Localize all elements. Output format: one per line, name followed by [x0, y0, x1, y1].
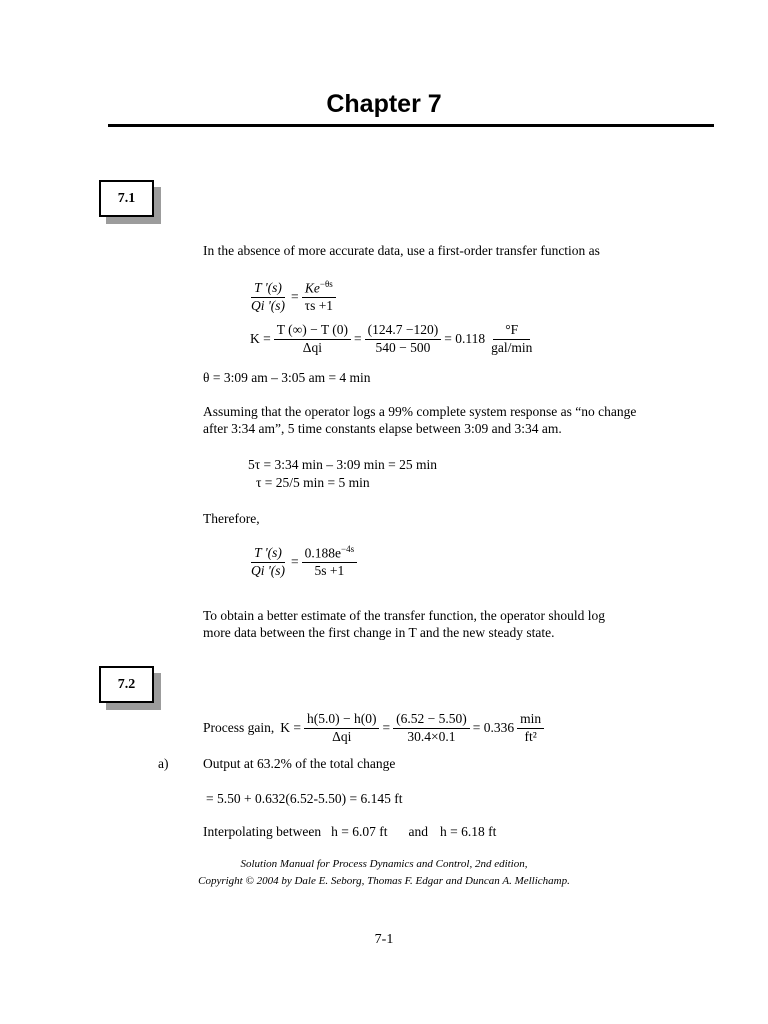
pg-equals: = — [382, 720, 391, 736]
gain-f2-denominator: 540 − 500 — [375, 339, 431, 355]
pg-unit-denominator: ft² — [524, 728, 537, 744]
page-number: 7-1 — [374, 932, 394, 947]
gain-f1-numerator: T (∞) − T (0) — [274, 323, 351, 340]
better-estimate-line-2: more data between the first change in T and the new steady state. — [203, 625, 555, 640]
gain-unit-fraction — [488, 323, 535, 356]
assuming-paragraph: Assuming that the operator logs a 99% complete system response as “no change after 3:34 am”, 5 time constants elapse between 3:09 and 3:34 am. — [203, 404, 637, 436]
tf-rhs-denominator: τs +1 — [304, 298, 334, 314]
footer-line-2: Copyright © 2004 by Dale E. Seborg, Thomas F. Edgar and Duncan A. Mellichamp. — [198, 875, 570, 887]
final-equals: = — [291, 554, 299, 570]
final-rhs-denominator: 5s +1 — [314, 563, 345, 579]
gain-k: K = — [250, 331, 271, 347]
gain-fraction-1 — [274, 323, 351, 356]
pg-f2-numerator: (6.52 − 5.50) — [393, 712, 470, 729]
footer-line-1: Solution Manual for Process Dynamics and Control, 2nd edition, — [240, 858, 528, 870]
interpolation-line — [203, 824, 496, 840]
gain-fraction-2 — [365, 323, 442, 356]
therefore-text: Therefore, — [203, 511, 260, 526]
transfer-function-equation — [248, 280, 336, 314]
interp-label: Interpolating between — [203, 824, 322, 839]
final-lhs-denominator: Qi '(s) — [251, 562, 286, 578]
final-rhs-numerator: 0.188e — [304, 545, 342, 561]
pg-f1-numerator: h(5.0) − h(0) — [304, 712, 379, 729]
part-a-text: Output at 63.2% of the total change — [203, 756, 396, 771]
section-label-7-1: 7.1 — [99, 180, 154, 217]
interp-and: and — [408, 824, 428, 839]
final-rhs-exponent: −4s — [341, 544, 355, 554]
tf-rhs-fraction — [302, 280, 336, 314]
better-estimate-line-1: To obtain a better estimate of the transfer function, the operator should log — [203, 608, 606, 623]
process-gain-equation — [203, 712, 544, 745]
final-lhs-fraction — [248, 546, 288, 579]
pg-result: = 0.336 — [472, 720, 515, 736]
theta-line: θ = 3:09 am – 3:05 am = 4 min — [203, 370, 371, 385]
gain-equals: = — [353, 331, 362, 347]
gain-unit-numerator: °F — [493, 323, 530, 340]
gain-f2-numerator: (124.7 −120) — [365, 323, 442, 340]
final-transfer-function — [248, 545, 357, 579]
pg-fraction-2 — [393, 712, 470, 745]
part-a-marker: a) — [158, 756, 169, 771]
interp-h1: h = 6.07 ft — [331, 824, 388, 839]
pg-f1-denominator: Δqi — [332, 728, 352, 744]
five-tau-line: 5τ = 3:34 min – 3:09 min = 25 min — [248, 457, 438, 472]
tau-line: τ = 25/5 min = 5 min — [256, 475, 370, 490]
tf-lhs-denominator: Qi '(s) — [251, 297, 286, 313]
section-label-7-2: 7.2 — [99, 666, 154, 703]
output-calculation: = 5.50 + 0.632(6.52-5.50) = 6.145 ft — [206, 791, 403, 806]
pg-fraction-1 — [304, 712, 379, 745]
gain-equation — [250, 323, 535, 356]
gain-f1-denominator: Δqi — [302, 339, 322, 355]
chapter-title: Chapter 7 — [326, 90, 442, 118]
tf-rhs-numerator: Ke — [304, 280, 320, 296]
final-lhs-numerator: T '(s) — [251, 546, 285, 563]
tf-equals: = — [291, 289, 299, 305]
gain-unit-denominator: gal/min — [491, 339, 533, 355]
pg-f2-denominator: 30.4×0.1 — [407, 728, 456, 744]
pg-unit-fraction — [517, 712, 544, 745]
tf-lhs-fraction — [248, 281, 288, 314]
pg-unit-numerator: min — [517, 712, 544, 729]
tf-rhs-exponent: −θs — [319, 279, 333, 289]
process-gain-k: K = — [280, 720, 301, 736]
process-gain-label: Process gain, — [203, 720, 275, 736]
title-divider — [108, 124, 714, 127]
interp-h2: h = 6.18 ft — [439, 824, 497, 839]
gain-result: = 0.118 — [444, 331, 486, 347]
tf-lhs-numerator: T '(s) — [251, 281, 285, 298]
intro-text: In the absence of more accurate data, use a first-order transfer function as — [203, 243, 600, 258]
final-rhs-fraction — [302, 545, 357, 579]
